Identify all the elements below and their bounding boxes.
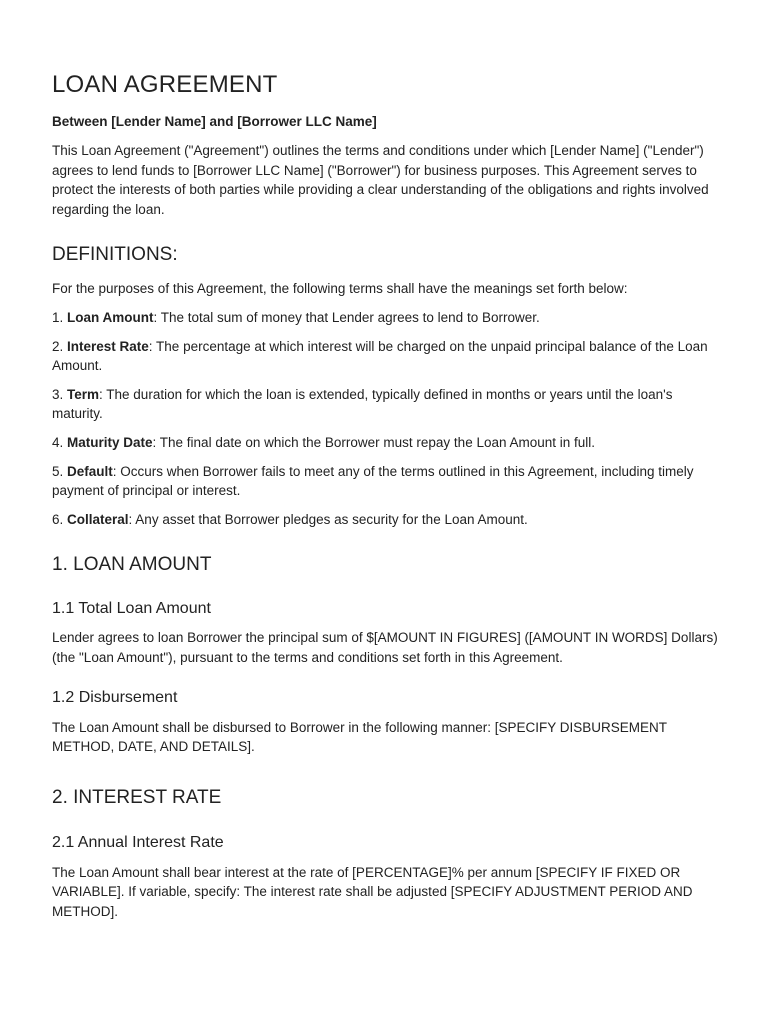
definition-item [52, 308, 720, 328]
subsection-2-1-text: The Loan Amount shall bear interest at the rate of [PERCENTAGE]% per annum [SPECIFY IF FIXED OR VARIABLE]. If variable, specify: The interest rate shall be adjusted [SPECIFY ADJUSTMENT PERIOD AND METHOD]. [52, 864, 693, 919]
document-body [52, 70, 720, 921]
definition-item [52, 433, 720, 453]
definition-text: : The percentage at which interest will be charged on the unpaid principal balance of the Loan Amount. [52, 338, 708, 374]
definition-term: Term [67, 386, 100, 402]
definition-text: : The duration for which the loan is extended, typically defined in months or years until the loan's maturity. [52, 386, 673, 422]
definition-number: 1. [52, 309, 68, 325]
definition-number: 3. [52, 386, 68, 402]
definition-text: : The total sum of money that Lender agrees to lend to Borrower. [153, 309, 540, 325]
definition-item [52, 510, 720, 530]
section-2-heading: 2. INTEREST RATE [52, 786, 222, 808]
definition-term: Default [67, 463, 113, 479]
definition-term: Interest Rate [67, 338, 149, 354]
definition-term: Loan Amount [67, 309, 154, 325]
subsection-1-1-text: Lender agrees to loan Borrower the principal sum of $[AMOUNT IN FIGURES] ([AMOUNT IN WORDS] Dollars) (the "Loan Amount"), pursuant to the terms and conditions set forth in this Agreement. [52, 630, 718, 665]
definition-text: : The final date on which the Borrower must repay the Loan Amount in full. [152, 434, 596, 450]
definition-text: : Occurs when Borrower fails to meet any of the terms outlined in this Agreement, including timely payment of principal or interest. [52, 463, 694, 499]
intro-paragraph: This Loan Agreement ("Agreement") outlines the terms and conditions under which [Lender Name] ("Lender") agrees to lend funds to [Borrower LLC Name] ("Borrower") for business purposes. This Agreement serves to protect the interests of both parties while providing a clear understanding of the obligations and rights involved regarding the loan. [52, 143, 709, 217]
document-title: LOAN AGREEMENT [52, 71, 278, 98]
definition-number: 5. [52, 463, 68, 479]
subsection-1-2-heading: 1.2 Disbursement [52, 688, 178, 706]
document-subtitle: Between [Lender Name] and [Borrower LLC Name] [52, 114, 377, 129]
definition-text: : Any asset that Borrower pledges as security for the Loan Amount. [128, 511, 528, 527]
subsection-1-2-text: The Loan Amount shall be disbursed to Borrower in the following manner: [SPECIFY DISBURSEMENT METHOD, DATE, AND DETAILS]. [52, 719, 667, 755]
definition-item [52, 462, 720, 501]
definitions-intro: For the purposes of this Agreement, the following terms shall have the meanings set forth below: [52, 281, 628, 297]
definition-number: 2. [52, 338, 68, 354]
definition-item [52, 385, 720, 424]
definition-term: Maturity Date [67, 434, 153, 450]
definition-item [52, 337, 720, 376]
definitions-heading: DEFINITIONS: [52, 244, 178, 266]
section-1-heading: 1. LOAN AMOUNT [52, 554, 212, 576]
definition-term: Collateral [67, 511, 129, 527]
subsection-1-1-heading: 1.1 Total Loan Amount [52, 600, 211, 618]
subsection-2-1-heading: 2.1 Annual Interest Rate [52, 833, 224, 851]
definition-number: 4. [52, 434, 68, 450]
definition-number: 6. [52, 511, 68, 527]
